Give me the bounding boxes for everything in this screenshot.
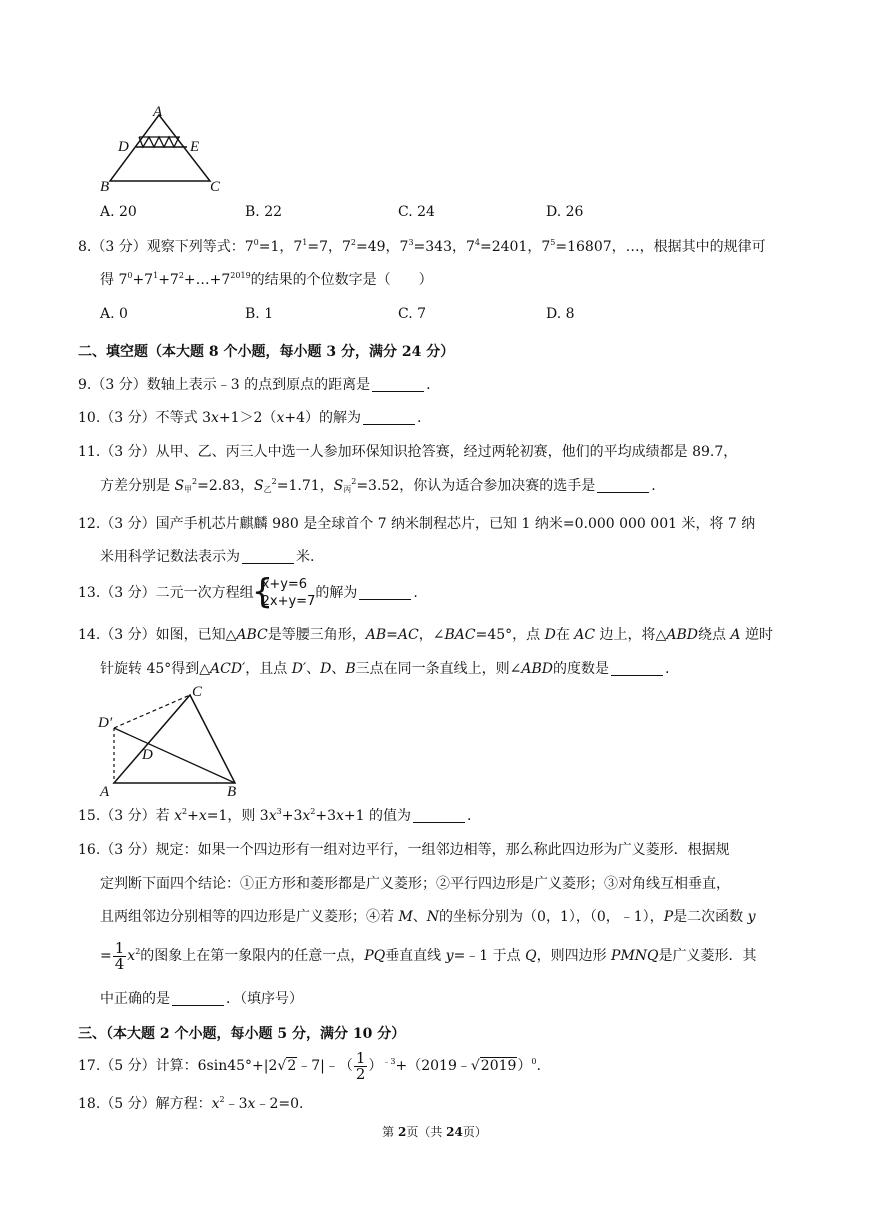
sqrt-icon: √ [277,1058,287,1074]
page-footer: 第 2页（共 24页） [382,1125,487,1139]
label-b: B [227,784,237,798]
q7-option-c: C. 24 [398,204,435,220]
q7-option-a: A. 20 [100,204,137,220]
fraction-one-half: $\frac{1}{2}$ [355,1048,366,1083]
segment-bd [114,728,235,783]
page-number: 2 [397,1125,407,1139]
q16-line4: = $\frac{1}{4}$ $x^2$的图象上在第一象限内的任意一点，PQ垂直直线 y=﹣1 于点 Q，则四边形 PMNQ是广义菱形．其 [100,938,757,973]
answer-blank[interactable] [413,808,465,823]
q8-option-a: A. 0 [100,306,128,322]
label-d: D [142,747,153,763]
q12-line1: 12.（3 分）国产手机芯片麒麟 980 是全球首个 7 纳米制程芯片，已知 1 纳米=0.000 000 001 米，将 7 纳 [78,516,756,532]
sqrt-icon: √ [470,1058,480,1074]
zigzag-line [139,137,179,147]
label-c: C [210,179,221,195]
q9: 9.（3 分）数轴上表示﹣3 的点到原点的距离是 . [78,377,431,393]
q8-option-c: C. 7 [398,306,427,322]
q14-line2: 针旋转 45°得到△ACD′，且点 D′、D、B三点在同一条直线上，则∠ABD的度数是 . [100,661,670,677]
q16-line1: 16.（3 分）规定：如果一个四边形有一组对边平行，一组邻边相等，那么称此四边形为广义菱形．根据规 [78,842,730,858]
dashed-dp-c [114,695,190,728]
q8-line2: 得 $7^0+7^1+7^2+\dots+7^{2019}$的结果的个位数字是（ ） [100,271,433,288]
answer-blank[interactable] [359,585,411,600]
answer-blank[interactable] [242,549,294,564]
label-b: B [100,179,110,195]
equation-system: { x+y=6 2x+y=7 [251,572,316,612]
q8-option-d: D. 8 [546,306,575,322]
total-pages: 24 [446,1125,463,1139]
q11-line1: 11.（3 分）从甲、乙、丙三人中选一人参加环保知识抢答赛，经过两轮初赛，他们的平均成绩都是 89.7， [78,444,738,460]
q15: 15.（3 分）若 $x^2+x=1$，则 $3x^3+3x^2+3x+1$ 的值为 . [78,807,472,824]
q14-line1: 14.（3 分）如图，已知△ABC是等腰三角形，AB=AC，∠BAC=45°，点 D在 AC 边上，将△ABD绕点 A 逆时 [78,627,773,643]
triangle-figure-q7 [92,103,232,195]
q7-option-b: B. 22 [245,204,283,220]
q8-line1: 8.（3 分）观察下列等式：$7^0=1$，$7^1=7$，$7^2=49$，$7^3=343$，$7^4=2401$，$7^5=16807$，…，根据其中的规律可 [78,238,766,255]
label-d-prime: D′ [98,715,113,731]
label-e: E [190,139,200,155]
answer-blank[interactable] [611,661,663,676]
label-a: A [153,104,163,120]
answer-blank[interactable] [597,478,649,493]
fraction-one-quarter: $\frac{1}{4}$ [114,938,125,973]
q12-line2: 米用科学记数法表示为 米. [100,549,315,565]
triangle-figure-q14 [92,683,252,798]
label-a: A [100,784,110,798]
q17: 17.（5 分）计算：6sin45°+|2√2﹣7|﹣（ $\frac{1}{2}$ ）$^{﹣3}$+（2019﹣√2019）$^0$. [78,1048,541,1083]
section-3-heading: 三、（本大题 2 个小题，每小题 5 分，满分 10 分） [78,1026,406,1042]
q13: 13.（3 分）二元一次方程组 { x+y=6 2x+y=7 的解为 . [78,572,418,612]
q16-line3: 且两组邻边分别相等的四边形是广义菱形；④若 M、N的坐标分别为（0，1），（0，﹣1），P是二次函数 y [100,909,756,925]
q8-option-b: B. 1 [245,306,274,322]
triangle-abc [114,695,235,783]
q11-line2: 方差分别是 $S_甲^2=2.83$，$S_乙^2=1.71$，$S_丙^2=3.52$，你认为适合参加决赛的选手是 . [100,477,656,494]
q16-line2: 定判断下面四个结论：①正方形和菱形都是广义菱形；②平行四边形是广义菱形；③对角线互相垂直， [100,876,730,892]
section-2-heading: 二、填空题（本大题 8 个小题，每小题 3 分，满分 24 分） [78,344,455,360]
q16-line5: 中正确的是 ．（填序号） [100,991,303,1007]
q18: 18.（5 分）解方程：$x^2﹣3x﹣2=0$. [78,1095,304,1112]
label-d: D [118,139,129,155]
label-c: C [192,684,203,700]
q10: 10.（3 分）不等式 3x+1＞2（x+4）的解为 . [78,410,422,426]
answer-blank[interactable] [363,410,415,425]
q7-option-d: D. 26 [546,204,584,220]
answer-blank[interactable] [372,377,424,392]
answer-blank[interactable] [172,991,224,1006]
